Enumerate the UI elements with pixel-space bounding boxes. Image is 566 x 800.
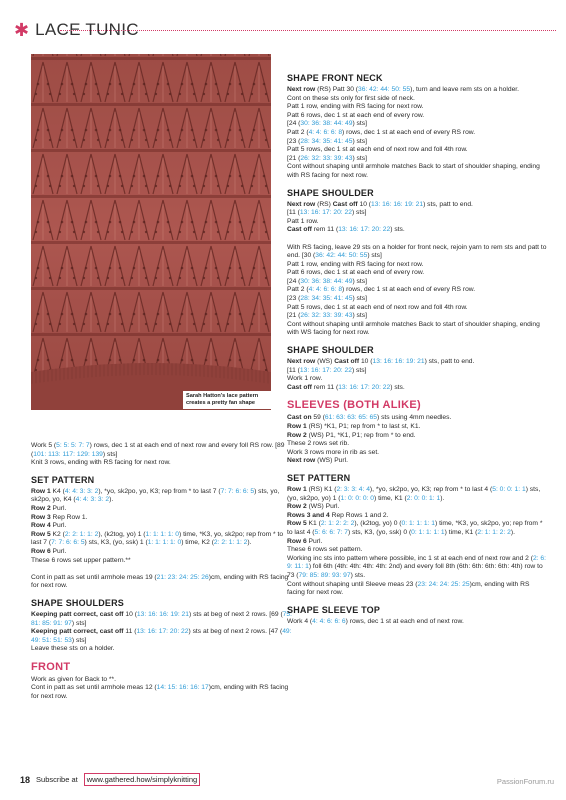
- instruction-line: Next row (WS) Purl.: [287, 457, 348, 465]
- row-label: Row 4: [31, 522, 51, 530]
- knitted-lace-image: [31, 54, 271, 410]
- header-dotted-rule: [60, 30, 556, 31]
- major-heading: FRONT: [31, 660, 71, 673]
- instruction-line: With RS facing, leave 29 sts on a holder for front neck, rejoin yarn to rem sts and patt to end. [30 (36: 42: 44: 50: 55) sts]: [287, 243, 547, 260]
- instruction-line: Cont on these sts only for first side of neck.: [287, 94, 415, 102]
- page-number: 18: [20, 774, 31, 785]
- section-heading: SHAPE SHOULDER: [287, 345, 374, 356]
- section-heading: SET PATTERN: [31, 474, 95, 485]
- instruction-line: Cast on 59 (61: 63: 63: 65: 65) sts using 4mm needles.: [287, 414, 452, 422]
- row-label: Row 5: [287, 520, 307, 528]
- row-label: Rows 3 and 4: [287, 511, 330, 519]
- section-heading: SHAPE FRONT NECK: [287, 73, 383, 83]
- instruction-line: Row 2 (WS) P1, *K1, P1; rep from * to end.: [287, 431, 416, 439]
- instruction-line: Cont without shaping until armhole matches Back to start of shoulder shaping, ending with RS facing for next row.: [287, 163, 540, 179]
- instruction-line: Patt 1 row.: [287, 217, 319, 225]
- major-heading: SLEEVES (BOTH ALIKE): [287, 399, 421, 412]
- instruction-line: Work 1 row.: [287, 375, 323, 383]
- right-column: [287, 73, 549, 626]
- instruction-line: [23 (28: 34: 35: 41: 45) sts]: [287, 137, 367, 145]
- row-label: Row 6: [31, 547, 51, 555]
- row-label: Keeping patt correct, cast off: [31, 610, 124, 618]
- asterisk-icon: ✱: [14, 20, 30, 40]
- instruction-line: Patt 5 rows, dec 1 st at each end of next row and foll 4th row.: [287, 303, 468, 311]
- section-heading: SHAPE SHOULDERS: [31, 597, 125, 608]
- instruction-line: These 2 rows set rib.: [287, 440, 350, 448]
- instruction-line: Row 1 (RS) K1 (2: 3: 3: 4: 4), *yo, sk2po, yo, K3; rep from * to last 4 (5: 0: 0: 1: 1) sts, (yo, sk2po, yo) 1 (1: 0: 0: 0: 0) time, K1 (2: 0: 0: 1: 1).: [287, 485, 541, 502]
- lace-tunic-photo: [31, 54, 271, 410]
- row-label: Row 1: [287, 423, 307, 430]
- instruction-line: Patt 6 rows, dec 1 st at each end of every row.: [287, 269, 425, 277]
- row-label: Row 2: [31, 504, 51, 512]
- row-label: Cast off: [332, 200, 358, 208]
- row-label: Row 2: [287, 431, 307, 439]
- instruction-line: Patt 2 (4: 4: 6: 6: 8) rows, dec 1 st at each end of every RS row.: [287, 128, 476, 136]
- instruction-line: Patt 2 (4: 4: 6: 6: 8) rows, dec 1 st at each end of every RS row.: [287, 286, 476, 294]
- instruction-line: Row 2 (WS) Purl.: [287, 503, 340, 511]
- instruction-line: [24 (30: 36: 38: 44: 49) sts]: [287, 277, 367, 285]
- section-heading: SET PATTERN: [287, 472, 351, 483]
- instruction-line: Working inc sts into pattern where possible, inc 1 st at each end of next row and 2 (2: 6: 9: 11: 1) foll 6th (4th: 4th: 4th: 4th: 2nd) and every foll 8th (6th: 6th: 6th: 6th: 4th) row to 73 (79: 85: 89: 93: 97) sts.: [287, 554, 546, 579]
- row-label: Keeping patt correct, cast off: [31, 628, 124, 636]
- instruction-line: Cont without shaping until armhole matches Back to start of shoulder shaping, ending with WS facing for next row.: [287, 320, 540, 337]
- row-label: Next row: [287, 457, 316, 465]
- instruction-line: Leave these sts on a holder.: [31, 645, 115, 653]
- instruction-line: [11 (13: 16: 17: 20: 22) sts]: [287, 209, 367, 217]
- row-label: Row 2: [287, 503, 307, 511]
- instruction-line: Keeping patt correct, cast off 10 (13: 16: 16: 19: 21) sts at beg of next 2 rows. [69 (75: 81: 85: 91: 97) sts]: [31, 610, 292, 627]
- subscribe-text: Subscribe at: [36, 775, 78, 784]
- row-label: Cast off: [287, 383, 312, 391]
- instruction-line: [21 (26: 32: 33: 39: 43) sts]: [287, 154, 367, 162]
- instruction-line: Row 4 Purl.: [31, 522, 67, 530]
- instruction-line: [11 (13: 16: 17: 20: 22) sts]: [287, 366, 367, 374]
- row-label: Next row: [287, 358, 316, 366]
- left-column: [31, 442, 293, 702]
- instruction-line: [24 (30: 36: 38: 44: 49) sts]: [287, 120, 367, 128]
- instruction-line: Cast off rem 11 (13: 16: 17: 20: 22) sts.: [287, 383, 405, 391]
- instruction-line: Work 4 (4: 4: 6: 6: 6) rows, dec 1 st at each end of next row.: [287, 617, 464, 625]
- page-title: LACE TUNIC: [35, 20, 139, 39]
- instruction-line: Patt 5 rows, dec 1 st at each end of next row and foll 4th row.: [287, 146, 468, 154]
- instruction-line: Cast off rem 11 (13: 16: 17: 20: 22) sts.: [287, 226, 405, 234]
- section-heading: SHAPE SHOULDER: [287, 187, 374, 198]
- instruction-line: Rows 3 and 4 Rep Rows 1 and 2.: [287, 511, 389, 519]
- instruction-line: Row 1 (RS) *K1, P1; rep from * to last st, K1.: [287, 423, 421, 430]
- instruction-line: Row 5 K2 (2: 2: 1: 1: 2), (k2tog, yo) 1 (1: 1: 1: 1: 0) time, *K3, yo, sk2po; rep from * to last 7 (7: 7: 6: 6: 5) sts, K3, (yo, ssk) 1 (1: 1: 1: 1: 0) time, K2 (2: 2: 1: 1: 2).: [31, 530, 284, 547]
- instruction-line: Knit 3 rows, ending with RS facing for next row.: [31, 459, 171, 467]
- watermark: PassionForum.ru: [496, 777, 554, 786]
- instruction-line: These 6 rows set pattern.: [287, 546, 363, 554]
- row-label: Row 1: [287, 485, 307, 493]
- instruction-line: Patt 1 row, ending with RS facing for next row.: [287, 103, 424, 111]
- paragraph-spacer: [31, 565, 293, 574]
- paragraph-spacer: [287, 235, 549, 244]
- instruction-line: Patt 1 row, ending with RS facing for next row.: [287, 260, 424, 268]
- instruction-line: Row 5 K1 (2: 1: 2: 2: 2), (k2tog, yo) 0 (0: 1: 1: 1: 1) time, *K3, yo, sk2po, yo; rep from * to last 4 (5: 6: 6: 7: 7) sts, K3, (yo, ssk) 0 (0: 1: 1: 1: 1) time, K1 (2: 1: 1: 2: 2).: [287, 520, 543, 536]
- instruction-line: Row 1 K4 (4: 4: 3: 3: 2), *yo, sk2po, yo, K3; rep from * to last 7 (7: 7: 6: 6: 5) sts, yo, sk2po, yo, K4 (4: 4: 3: 3: 2).: [31, 487, 280, 504]
- instruction-line: Row 6 Purl.: [31, 547, 67, 555]
- photo-caption: Sarah Hatton's lace pattern creates a pretty fan shape: [183, 391, 275, 409]
- instruction-line: Work 3 rows more in rib as set.: [287, 448, 380, 456]
- row-label: Cast off: [334, 358, 360, 366]
- instruction-line: [21 (26: 32: 33: 39: 43) sts]: [287, 312, 367, 320]
- page-footer: [20, 773, 200, 786]
- instruction-line: Cont in patt as set until armhole meas 12 (14: 15: 16: 16: 17)cm, ending with RS facing for next row.: [31, 684, 289, 701]
- instruction-line: Patt 6 rows, dec 1 st at each end of every row.: [287, 111, 425, 119]
- row-label: Next row: [287, 200, 316, 208]
- instruction-line: Row 6 Purl.: [287, 537, 323, 545]
- instruction-line: These 6 rows set upper pattern.**: [31, 556, 131, 564]
- instruction-line: Next row (WS) Cast off 10 (13: 16: 16: 19: 21) sts, patt to end.: [287, 358, 475, 366]
- instruction-line: [23 (28: 34: 35: 41: 45) sts]: [287, 295, 367, 303]
- instruction-line: Row 2 Purl.: [31, 504, 67, 512]
- subscribe-link[interactable]: www.gathered.how/simplyknitting: [84, 773, 200, 786]
- instruction-line: Row 3 Rep Row 1.: [31, 513, 88, 521]
- instruction-line: Cont in patt as set until armhole meas 19 (21: 23: 24: 25: 26)cm, ending with RS facing for next row.: [31, 573, 289, 590]
- instruction-line: Work as given for Back to **.: [31, 675, 116, 683]
- instruction-line: Next row (RS) Patt 30 (36: 42: 44: 50: 55), turn and leave rem sts on a holder.: [287, 86, 520, 93]
- row-label: Row 1: [31, 487, 51, 495]
- row-label: Row 3: [31, 513, 51, 521]
- section-heading: SHAPE SLEEVE TOP: [287, 604, 381, 615]
- row-label: Cast off: [287, 226, 312, 234]
- instruction-line: Cont without shaping until Sleeve meas 23 (23: 24: 24: 25: 25)cm, ending with RS facing for next row.: [287, 580, 530, 597]
- row-label: Cast on: [287, 414, 312, 422]
- row-label: Row 5: [31, 530, 51, 538]
- row-label: Next row: [287, 86, 316, 93]
- instruction-line: Next row (RS) Cast off 10 (13: 16: 16: 19: 21) sts, patt to end.: [287, 200, 473, 208]
- instruction-line: Work 5 (5: 5: 5: 7: 7) rows, dec 1 st at each end of next row and every foll RS row. [89 (101: 113: 117: 129: 139) sts]: [31, 442, 285, 458]
- instruction-line: Keeping patt correct, cast off 11 (13: 16: 17: 20: 22) sts at beg of next 2 rows. [47 (49: 49: 51: 51: 53) sts]: [31, 628, 292, 644]
- row-label: Row 6: [287, 537, 307, 545]
